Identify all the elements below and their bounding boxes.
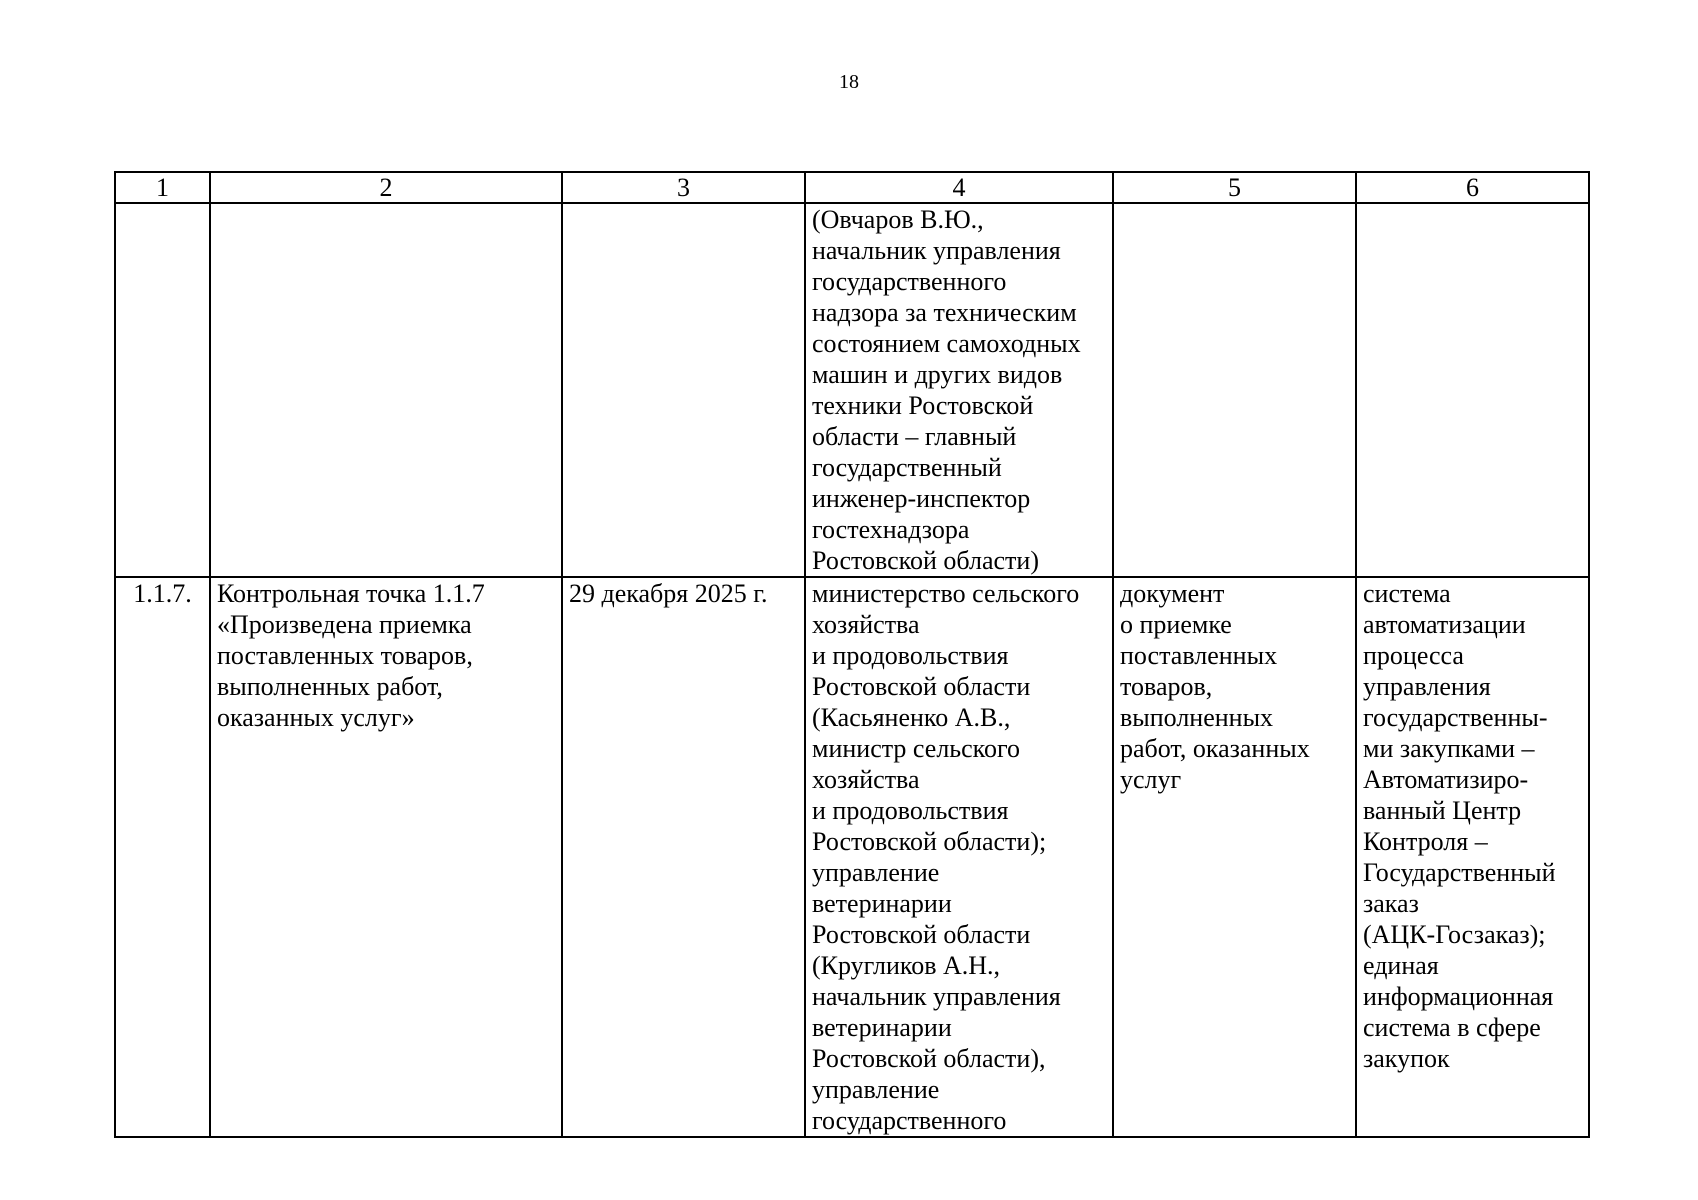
header-col-4: 4 bbox=[805, 172, 1113, 203]
header-col-5: 5 bbox=[1113, 172, 1356, 203]
header-col-3: 3 bbox=[562, 172, 805, 203]
table-row bbox=[115, 203, 1589, 577]
cell-number: 1.1.7. bbox=[115, 577, 210, 1137]
header-col-6: 6 bbox=[1356, 172, 1589, 203]
cell-responsible: (Овчаров В.Ю., начальник управления государственного надзора за техническим состоянием самоходных машин и других видов техники Ростовской области – главный государственный инженер-инспектор гостехнадзора Ростовской области) bbox=[805, 203, 1113, 577]
cell-date: 29 декабря 2025 г. bbox=[562, 577, 805, 1137]
page-number: 18 bbox=[839, 71, 859, 93]
cell-system: система автоматизации процесса управления государственны- ми закупками – Автоматизиро- ванный Центр Контроля – Государственный заказ (АЦК-Госзаказ); единая информационная система в сфере закупок bbox=[1356, 577, 1589, 1137]
cell-number bbox=[115, 203, 210, 577]
table-row bbox=[115, 577, 1589, 1137]
cell-name bbox=[210, 203, 562, 577]
cell-date bbox=[562, 203, 805, 577]
header-row bbox=[115, 172, 1589, 203]
control-points-table bbox=[114, 171, 1590, 1138]
table-body bbox=[115, 203, 1589, 1137]
cell-name: Контрольная точка 1.1.7 «Произведена приемка поставленных товаров, выполненных работ, оказанных услуг» bbox=[210, 577, 562, 1137]
cell-document: документ о приемке поставленных товаров, выполненных работ, оказанных услуг bbox=[1113, 577, 1356, 1137]
table-header bbox=[115, 172, 1589, 203]
cell-system bbox=[1356, 203, 1589, 577]
cell-document bbox=[1113, 203, 1356, 577]
cell-responsible: министерство сельского хозяйства и продовольствия Ростовской области (Касьяненко А.В., министр сельского хозяйства и продовольствия Ростовской области); управление ветеринарии Ростовской области (Кругликов А.Н., начальник управления ветеринарии Ростовской области), управление государственного bbox=[805, 577, 1113, 1137]
header-col-1: 1 bbox=[115, 172, 210, 203]
header-col-2: 2 bbox=[210, 172, 562, 203]
